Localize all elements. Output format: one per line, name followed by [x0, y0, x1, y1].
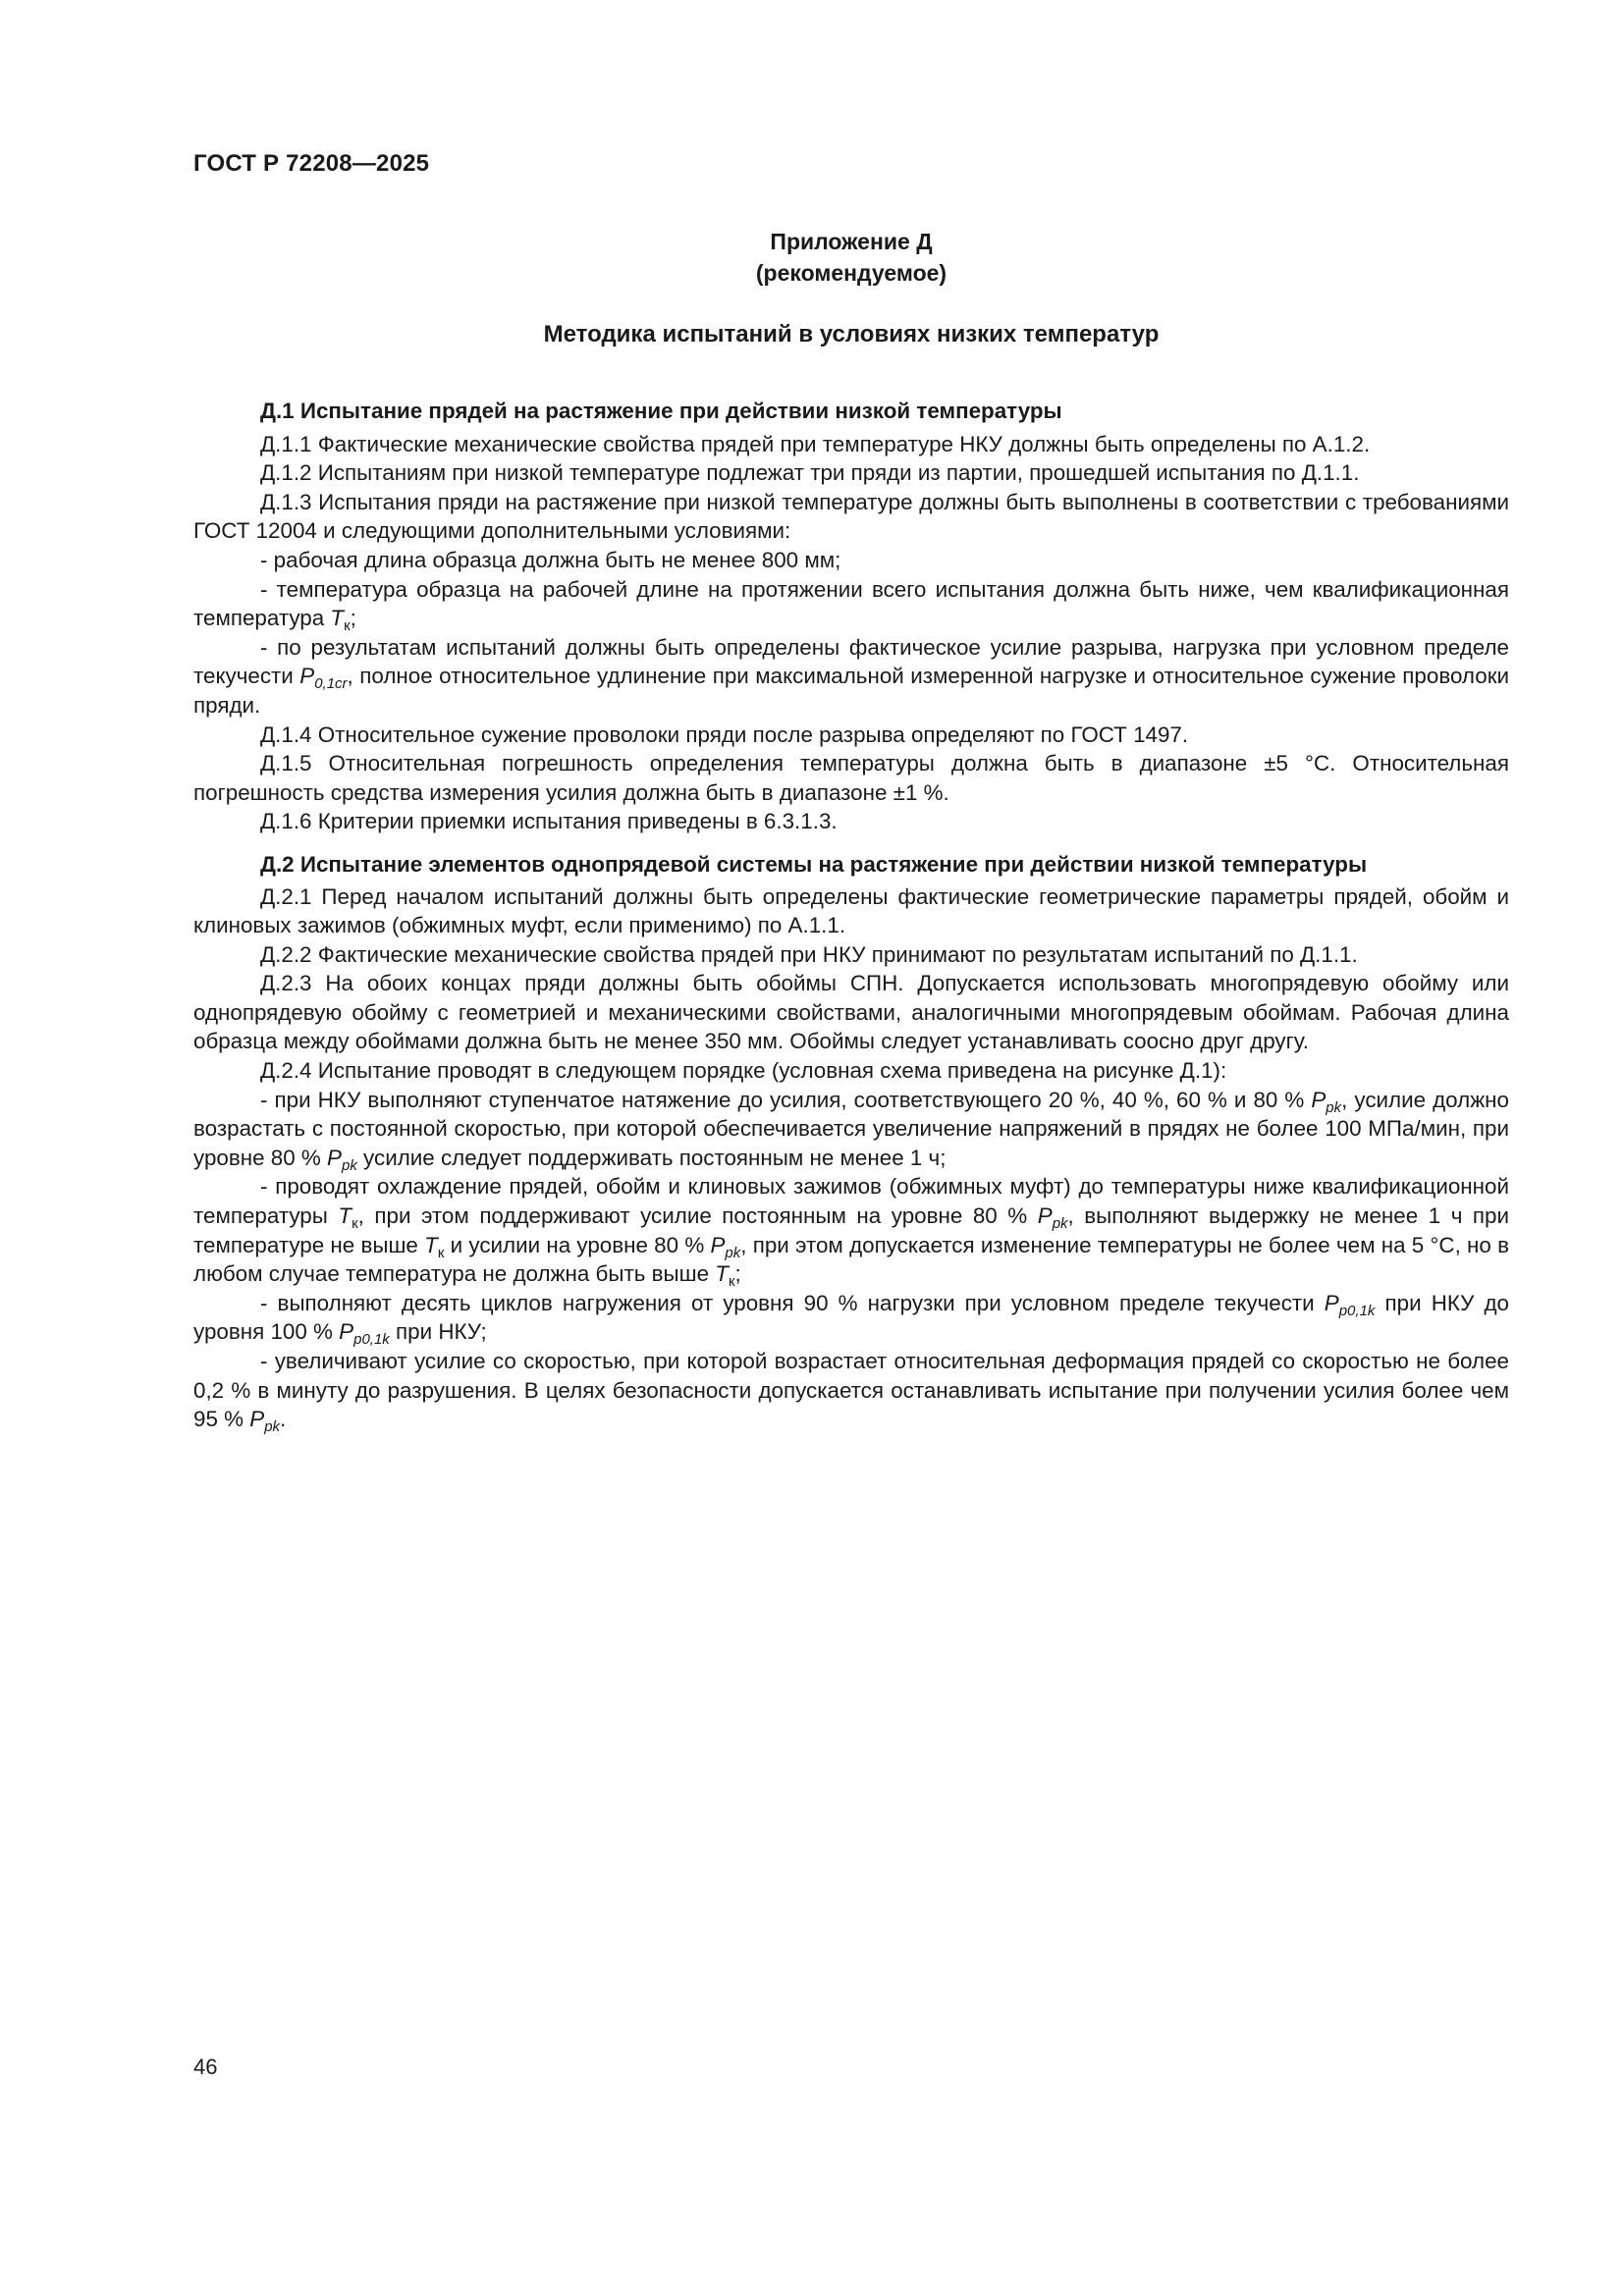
- list-item-test-results: - по результатам испытаний должны быть определены фактическое усилие разрыва, нагрузка при условном пределе текучести $P_{0,1cr}$, полное относительное удлинение при максимальной измеренной нагрузке и относительное сужение проволоки пряди.: [193, 634, 1509, 718]
- paragraph-d2-2: Д.2.2 Фактические механические свойства прядей при НКУ принимают по результатам испытаний по Д.1.1.: [260, 941, 1358, 967]
- page-number: 46: [193, 2055, 218, 2079]
- document-code: ГОСТ Р 72208—2025: [193, 150, 430, 177]
- list-item-load-to-failure: - увеличивают усилие со скоростью, при которой возрастает относительная деформация прядей со скоростью не более 0,2 % в минуту до разрушения. В целях безопасности допускается останавливать испытание при получении усилия более чем 95 % $P_{pk}$.: [193, 1349, 1509, 1436]
- paragraph-d1-1: Д.1.1 Фактические механические свойства прядей при температуре НКУ должны быть определены по А.1.2.: [260, 431, 1371, 456]
- list-item-sample-temperature: - температура образца на рабочей длине на протяжении всего испытания должна быть ниже, чем квалификационная температура $T_к$;: [193, 576, 1509, 635]
- list-item-load-cycles: - выполняют десять циклов нагружения от уровня 90 % нагрузки при условном пределе текучести $P_{p0,1k}$ при НКУ до уровня 100 % $P_{p0,1k}$ при НКУ;: [193, 1290, 1510, 1349]
- paragraph-d1-2: Д.1.2 Испытаниям при низкой температуре подлежат три пряди из партии, прошедшей испытания по Д.1.1.: [260, 460, 1360, 486]
- paragraph-d1-6: Д.1.6 Критерии приемки испытания приведены в 6.3.1.3.: [260, 809, 838, 834]
- paragraph-d1-3: Д.1.3 Испытания пряди на растяжение при низкой температуре должны быть выполнены в соответствии с требованиями ГОСТ 12004 и следующими дополнительными условиями:: [193, 489, 1509, 544]
- paragraph-d2-4: Д.2.4 Испытание проводят в следующем порядке (условная схема приведена на рисунке Д.1):: [260, 1058, 1227, 1084]
- main-title: Методика испытаний в условиях низких температур: [543, 321, 1160, 347]
- body-text: [193, 397, 1509, 1434]
- section-heading-d1: Д.1 Испытание прядей на растяжение при действии низкой температуры: [260, 399, 1062, 423]
- appendix-title: Приложение Д: [770, 229, 933, 254]
- paragraph-d1-4: Д.1.4 Относительное сужение проволоки пряди после разрыва определяют по ГОСТ 1497.: [260, 721, 1189, 747]
- list-item-sample-length: - рабочая длина образца должна быть не менее 800 мм;: [260, 547, 841, 572]
- section-heading-d2: Д.2 Испытание элементов однопрядевой системы на растяжение при действии низкой температуры: [260, 851, 1368, 877]
- paragraph-d2-1: Д.2.1 Перед началом испытаний должны быть определены фактические геометрические параметры прядей, обойм и клиновых зажимов (обжимных муфт, если применимо) по А.1.1.: [193, 883, 1509, 938]
- list-item-cooling: - проводят охлаждение прядей, обойм и клиновых зажимов (обжимных муфт) до температуры ниже квалификационной температуры $T_к$, при этом поддерживают усилие постоянным на уровне 80 % $P_{pk}$, выполняют выдержку не менее 1 ч при температуре не выше $T_к$ и усилии на уровне 80 % $P_{pk}$, при этом допускается изменение температуры не более чем на 5 °С, но в любом случае температура не должна быть выше $T_к$;: [193, 1174, 1509, 1291]
- appendix-status: (рекомендуемое): [755, 260, 947, 286]
- list-item-stepwise-tension: - при НКУ выполняют ступенчатое натяжение до усилия, соответствующего 20 %, 40 %, 60 % и 80 % $P_{pk}$, усилие должно возрастать с постоянной скоростью, при которой обеспечивается увеличение напряжений в прядях не более 100 МПа/мин, при уровне 80 % $P_{pk}$ усилие следует поддерживать постоянным не менее 1 ч;: [193, 1087, 1509, 1174]
- paragraph-d2-3: Д.2.3 На обоих концах пряди должны быть обоймы СПН. Допускается использовать многопрядевую обойму или однопрядевую обойму с геометрией и механическими свойствами, аналогичными многопрядевым обоймам. Рабочая длина образца между обоймами должна быть не менее 350 мм. Обоймы следует устанавливать соосно друг другу.: [193, 971, 1509, 1054]
- paragraph-d1-5: Д.1.5 Относительная погрешность определения температуры должна быть в диапазоне ±5 °С. Относительная погрешность средства измерения усилия должна быть в диапазоне ±1 %.: [193, 751, 1509, 805]
